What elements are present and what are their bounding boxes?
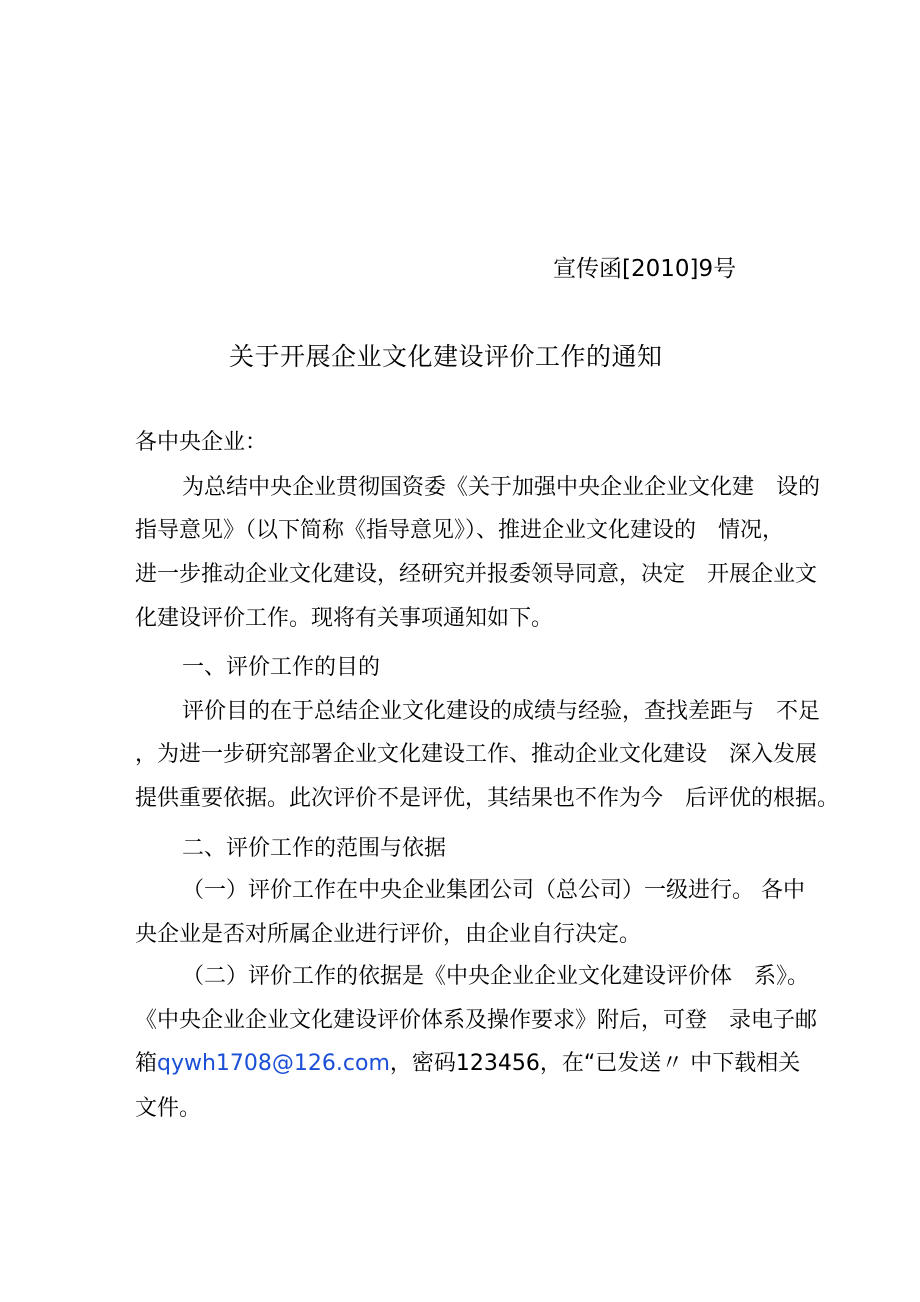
section-heading: 二、评价工作的范围与依据 [182,836,447,861]
line-suffix: ，密码123456，在“已发送〃 中下载相关 [389,1051,801,1076]
line-prefix: 箱 [135,1051,158,1076]
paragraph-line: 进一步推动企业文化建设，经研究并报委领导同意，决定 开展企业文 [135,562,818,587]
paragraph-line: 央企业是否对所属企业进行评价，由企业自行决定。 [135,922,642,947]
paragraph-line: 文件。 [135,1096,202,1121]
paragraph-line: 提供重要依据。此次评价不是评优，其结果也不作为今 后评优的根据。 [135,786,840,811]
paragraph-line: （二）评价工作的依据是《中央企业企业文化建设评价体 系》。 [182,964,810,989]
paragraph-line: （一）评价工作在中央企业集团公司（总公司）一级进行。 各中 [182,878,805,903]
paragraph-line: 指导意见》（以下简称《指导意见》）、推进企业文化建设的 情况， [135,518,785,543]
email-link[interactable]: qywh1708@126.com [157,1051,390,1076]
paragraph-line: 《中央企业企业文化建设评价体系及操作要求》附后，可登 录电子邮 [135,1008,818,1033]
section-heading: 一、评价工作的目的 [182,655,381,680]
paragraph-line: 评价目的在于总结企业文化建设的成绩与经验，查找差距与 不足 [182,699,821,724]
paragraph-line: 为总结中央企业贯彻国资委《关于加强中央企业企业文化建 设的 [182,475,821,500]
paragraph-line-email [135,1053,800,1075]
document-title: 关于开展企业文化建设评价工作的通知 [229,342,663,371]
paragraph-line: 化建设评价工作。现将有关事项通知如下。 [135,606,554,631]
document-number: 宣传函[2010]9号 [553,256,737,282]
paragraph-line: ，为进一步研究部署企业文化建设工作、推动企业文化建设 深入发展 [135,742,818,767]
salutation: 各中央企业： [135,430,268,455]
